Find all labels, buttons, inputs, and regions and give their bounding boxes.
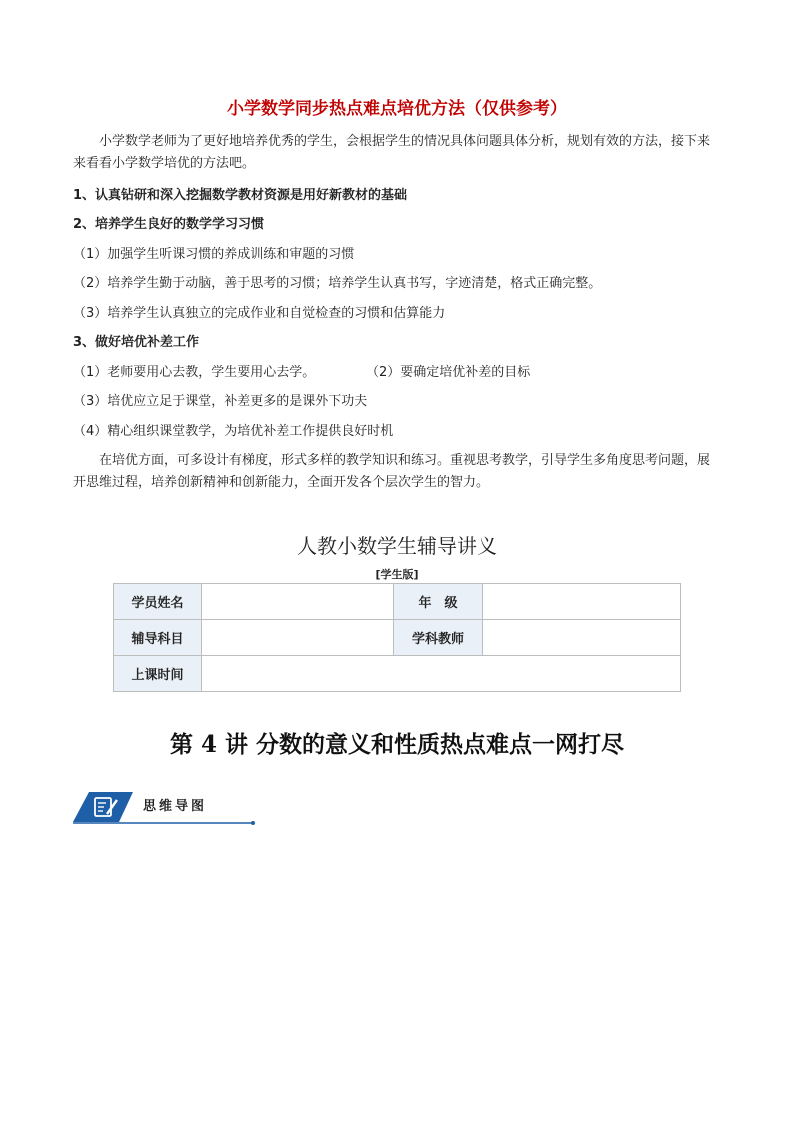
section-3-item: （2）要确定培优补差的目标 (366, 365, 531, 380)
section-2-item: （2）培养学生勤于动脑，善于思考的习惯；培养学生认真书写，字迹清楚，格式正确完整。 (73, 276, 602, 291)
lecture-title: 第 4 讲 分数的意义和性质热点难点一网打尽 (169, 731, 625, 758)
section-3-item: （1）老师要用心去教，学生要用心去学。 (73, 365, 316, 380)
intro-paragraph: 小学数学老师为了更好地培养优秀的学生，会根据学生的情况具体问题具体分析，规划有效的方法，接下来来看看小学数学培优的方法吧。 (73, 134, 711, 171)
section-2-item: （3）培养学生认真独立的完成作业和自觉检查的习惯和估算能力 (73, 306, 446, 321)
student-name-label: 学员姓名 (114, 584, 202, 620)
mindmap-label: 思维导图 (143, 799, 208, 814)
teacher-field[interactable] (483, 620, 681, 656)
grade-field[interactable] (483, 584, 681, 620)
page-title: 小学数学同步热点难点培优方法（仅供参考） (227, 99, 567, 119)
section-2-item: （1）加强学生听课习惯的养成训练和审题的习惯 (73, 247, 355, 262)
mindmap-banner (73, 790, 255, 826)
handout-title: 人教小数学生辅导讲义 (297, 534, 497, 558)
edition-label: [学生版] (375, 568, 419, 581)
student-name-field[interactable] (202, 584, 394, 620)
section-1-heading: 1、认真钻研和深入挖掘数学教材资源是用好新教材的基础 (73, 188, 408, 203)
class-time-field[interactable] (202, 656, 681, 692)
subject-field[interactable] (202, 620, 394, 656)
table-row (114, 584, 681, 620)
section-3-item: （3）培优应立足于课堂，补差更多的是课外下功夫 (73, 394, 368, 409)
table-row (114, 620, 681, 656)
class-time-label: 上课时间 (114, 656, 202, 692)
section-3-heading: 3、做好培优补差工作 (73, 335, 200, 350)
table-row (114, 656, 681, 692)
teacher-label: 学科教师 (394, 620, 483, 656)
subject-label: 辅导科目 (114, 620, 202, 656)
closing-paragraph: 在培优方面，可多设计有梯度，形式多样的教学知识和练习。重视思考教学，引导学生多角度思考问题，展开思维过程，培养创新精神和创新能力，全面开发各个层次学生的智力。 (73, 453, 711, 490)
student-info-table (113, 583, 681, 692)
section-3-item: （4）精心组织课堂教学，为培优补差工作提供良好时机 (73, 424, 394, 439)
grade-label: 年 级 (394, 584, 483, 620)
section-2-heading: 2、培养学生良好的数学学习习惯 (73, 217, 265, 232)
